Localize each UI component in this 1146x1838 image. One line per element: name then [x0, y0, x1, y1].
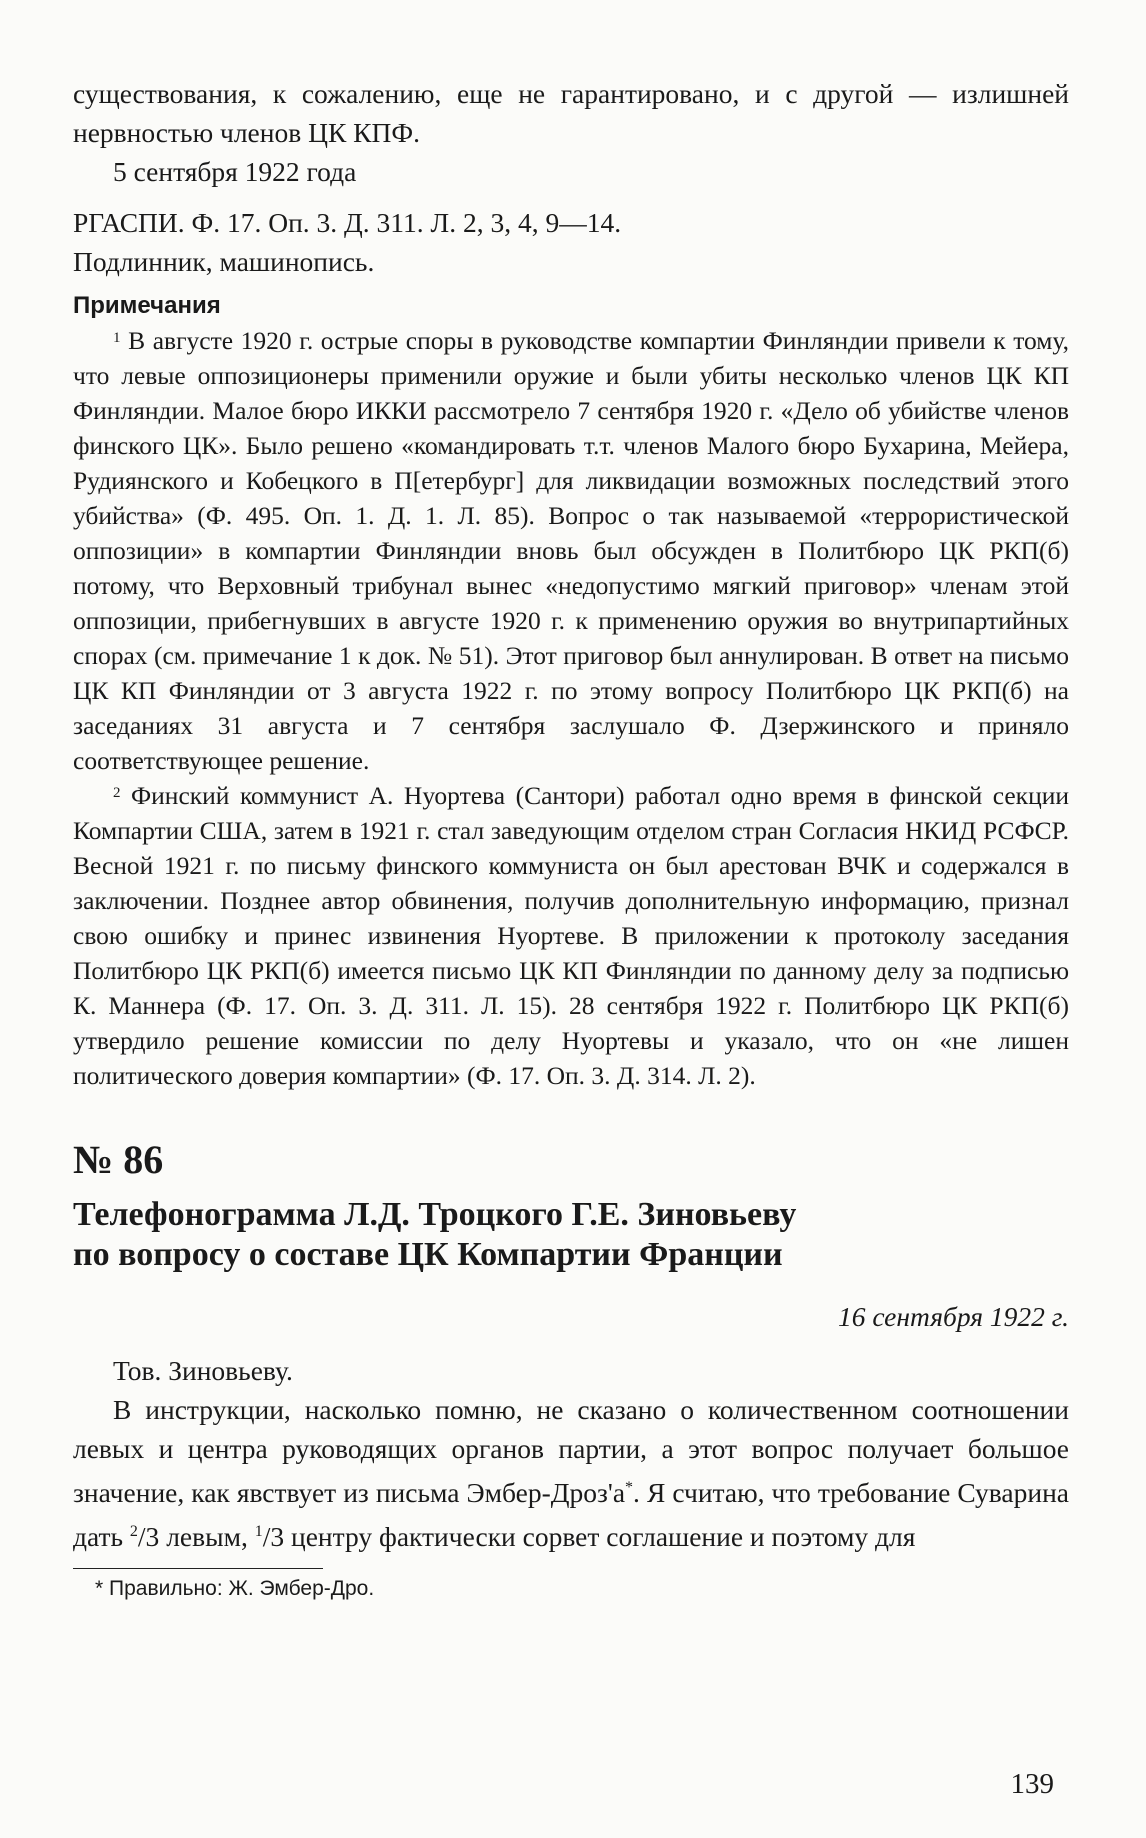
body-part-2: . Я считаю, что требование Суварина дать: [73, 1477, 1069, 1553]
footnote-divider: [73, 1568, 323, 1569]
salutation: Тов. Зиновьеву.: [113, 1355, 293, 1386]
note-1-marker: 1: [113, 330, 121, 346]
page-number: 139: [1010, 1768, 1054, 1800]
fraction-2-denominator: /3: [262, 1521, 285, 1553]
note-2-text: Финский коммунист А. Нуортева (Сантори) работал одно время в финской секции Компартии США, затем в 1921 г. стал заведующим отделом стран Согласия НКИД РСФСР. Весной 1921 г. по письму финского коммуниста он был арестован ВЧК и содержался в заключении. Позднее автор обвинения, получив дополнительную информацию, признал свою ошибку и принес извинения Нуортеве. В приложении к протоколу заседания Политбюро ЦК РКП(б) имеется письмо ЦК КП Финляндии по данному делу за подписью К. Маннера (Ф. 17. Оп. 3. Д. 311. Л. 15). 28 сентября 1922 г. Политбюро ЦК РКП(б) утвердило решение комиссии по делу Нуортевы и указало, что он «не лишен политического доверия компартии» (Ф. 17. Оп. 3. Д. 314. Л. 2).: [73, 781, 1070, 1090]
footnote: * Правильно: Ж. Эмбер-Дро.: [95, 1577, 375, 1601]
body-part-4: центру фактически сорвет соглашение и поэтому для: [284, 1521, 916, 1553]
fraction-1-denominator: /3: [137, 1521, 160, 1553]
note-1-text: В августе 1920 г. острые споры в руководстве компартии Финляндии привели к тому, что левые оппозиционеры применили оружие и были убиты несколько членов ЦК КП Финляндии. Малое бюро ИККИ рассмотрело 7 сентября 1920 г. «Дело об убийстве членов финского ЦК». Было решено «командировать т.т. членов Малого бюро Бухарина, Мейера, Рудиянского и Кобецкого в П[етербург] для ликвидации возможных последствий этого убийства» (Ф. 495. Оп. 1. Д. 1. Л. 85). Вопрос о так называемой «террористической оппозиции» в компартии Финляндии вновь был обсужден в Политбюро ЦК РКП(б) потому, что Верховный трибунал вынес «недопустимо мягкий приговор» членам этой оппозиции, прибегнувших в августе 1920 г. к применению оружия во внутрипартийных спорах (см. примечание 1 к док. № 51). Этот приговор был аннулирован. В ответ на письмо ЦК КП Финляндии от 3 августа 1922 г. по этому вопросу Политбюро ЦК РКП(б) на заседаниях 31 августа и 7 сентября заслушало Ф. Дзержинского и приняло соответствующее решение.: [73, 326, 1070, 775]
note-2: [73, 778, 1069, 1093]
note-1: [73, 323, 1069, 778]
source-line-2: Подлинник, машинопись.: [73, 246, 375, 277]
document-title-line-2: по вопросу о составе ЦК Компартии Франции: [73, 1236, 783, 1273]
page-content: [73, 74, 1069, 1601]
body-part-1: В инструкции, насколько помню, не сказано о количественном соотношении левых и центра руководящих органов партии, а этот вопрос получает большое значение, как явствует из письма Эмбер-Дроз'а: [73, 1394, 1069, 1509]
body-paragraph: [73, 1390, 1069, 1556]
document-title-line-1: Телефонограмма Л.Д. Троцкого Г.Е. Зиновьеву: [73, 1196, 797, 1233]
document-number: № 86: [73, 1137, 164, 1182]
notes-heading: Примечания: [73, 292, 221, 319]
fraction-1-numerator: 2: [129, 1523, 138, 1541]
fraction-2-numerator: 1: [254, 1523, 263, 1541]
intro-date: 5 сентября 1922 года: [113, 156, 357, 187]
document-title: [73, 1195, 1069, 1275]
source-line-1: РГАСПИ. Ф. 17. Оп. 3. Д. 311. Л. 2, 3, 4, 9—14.: [73, 207, 622, 238]
archival-source: [73, 203, 1069, 281]
footnote-asterisk: *: [625, 1479, 634, 1496]
note-2-marker: 2: [113, 785, 121, 801]
intro-paragraph: существования, к сожалению, еще не гарантировано, и с другой — излишней нервностью членов ЦК КПФ.: [73, 78, 1069, 148]
body-part-3: левым,: [159, 1521, 255, 1553]
document-date: 16 сентября 1922 г.: [837, 1301, 1069, 1332]
